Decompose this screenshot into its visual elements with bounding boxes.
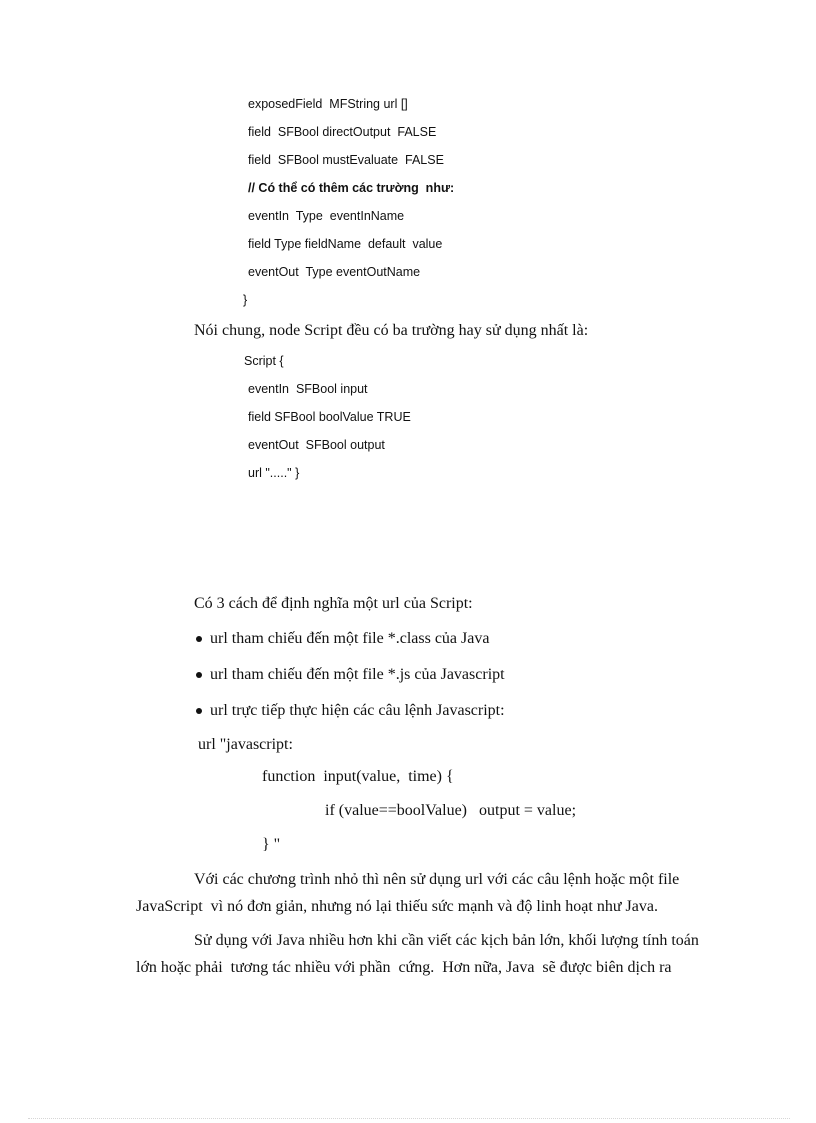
code-closing-brace: } — [243, 293, 248, 307]
bullet-icon — [196, 636, 202, 642]
page-bottom-divider — [28, 1118, 790, 1119]
paragraph-script-fields: Nói chung, node Script đều có ba trường hay sử dụng nhất là: — [194, 322, 589, 339]
list-item: url tham chiếu đến một file *.js của Javascript — [210, 666, 505, 683]
code-line: field SFBool mustEvaluate FALSE — [248, 153, 444, 167]
bullet-icon — [196, 672, 202, 678]
code-line: url "javascript: — [198, 736, 293, 753]
list-item: url tham chiếu đến một file *.class của Java — [210, 630, 490, 647]
paragraph-url-ways: Có 3 cách để định nghĩa một url của Script: — [194, 595, 473, 612]
code-line: Script { — [244, 354, 284, 368]
paragraph-line: JavaScript vì nó đơn giản, nhưng nó lại thiếu sức mạnh và độ linh hoạt như Java. — [136, 898, 658, 915]
code-line: eventOut SFBool output — [248, 438, 385, 452]
code-line: field Type fieldName default value — [248, 237, 443, 251]
code-line: url "....." } — [248, 466, 300, 480]
code-line: field SFBool directOutput FALSE — [248, 125, 437, 139]
code-line: eventOut Type eventOutName — [248, 265, 421, 279]
list-item: url trực tiếp thực hiện các câu lệnh Javascript: — [210, 702, 505, 719]
code-line: eventIn SFBool input — [248, 382, 368, 396]
paragraph-line: Với các chương trình nhỏ thì nên sử dụng url với các câu lệnh hoặc một file — [194, 871, 680, 888]
paragraph-line: lớn hoặc phải tương tác nhiều với phần cứng. Hơn nữa, Java sẽ được biên dịch ra — [136, 959, 672, 976]
code-line: exposedField MFString url [] — [248, 97, 408, 111]
code-line: field SFBool boolValue TRUE — [248, 410, 411, 424]
code-line: eventIn Type eventInName — [248, 209, 405, 223]
code-line: function input(value, time) { — [262, 768, 454, 785]
code-comment: // Có thể có thêm các trường như: — [248, 181, 455, 195]
code-line: } " — [262, 836, 281, 853]
paragraph-line: Sử dụng với Java nhiều hơn khi cần viết các kịch bản lớn, khối lượng tính toán — [194, 932, 699, 949]
code-line: if (value==boolValue) output = value; — [325, 802, 577, 819]
bullet-icon — [196, 708, 202, 714]
